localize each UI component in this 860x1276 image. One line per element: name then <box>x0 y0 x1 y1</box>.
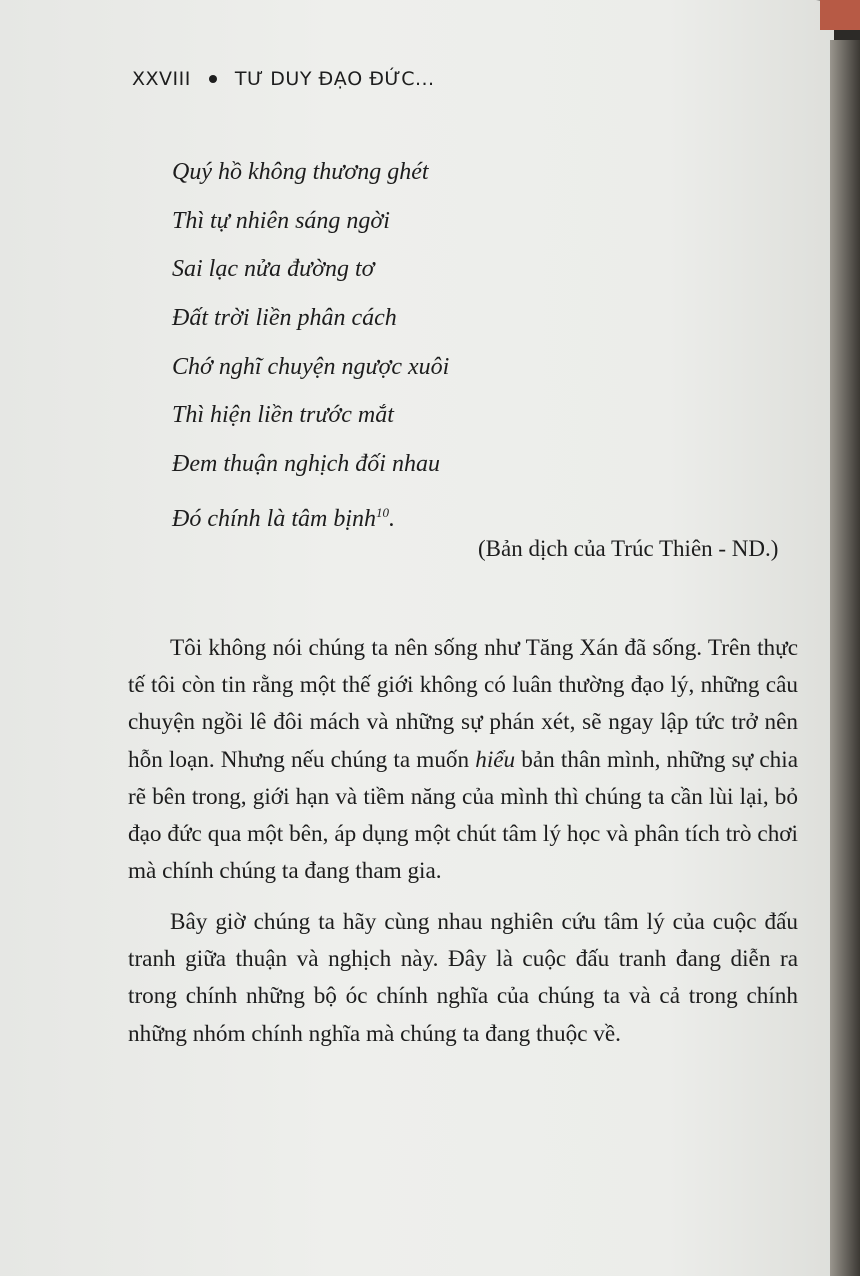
footnote-reference: 10 <box>376 504 389 520</box>
poem-line: Chớ nghĩ chuyện ngược xuôi <box>172 353 450 380</box>
poem-line: Quý hồ không thương ghét <box>172 159 429 185</box>
book-cover-corner <box>820 0 860 30</box>
poem-line: Sai lạc nửa đường tơ <box>172 256 375 283</box>
paragraph-1 <box>128 630 798 890</box>
bullet-separator-icon <box>209 75 217 83</box>
emphasized-word: hiểu <box>475 746 516 773</box>
paragraph-1-text-start: Tôi không nói chúng ta nên sống như Tăng Xán đã sống. Trên thực tế tôi còn tin rằng một thế giới không có luân thường đạo lý, những câu chuyện ngồi lê đôi mách và những sự phán xét, sẽ ngay lập tức trở nên hỗn loạn. Nhưng nếu chúng ta muốn <box>128 635 798 773</box>
poem-line-text: Đó chính là tâm bịnh <box>172 505 376 532</box>
running-title: TƯ DUY ĐẠO ĐỨC... <box>234 68 435 90</box>
running-header <box>132 68 435 90</box>
poem-line: Thì hiện liền trước mắt <box>172 402 394 429</box>
poem-line: Đất trời liền phân cách <box>172 305 397 332</box>
poem-line-period: . <box>389 505 395 532</box>
poem-line-last <box>172 489 449 538</box>
paragraph-2-text: Bây giờ chúng ta hãy cùng nhau nghiên cứu tâm lý của cuộc đấu tranh giữa thuận và nghịch này. Đây là cuộc đấu tranh đang diễn ra trong chính những bộ óc chính nghĩa của chúng ta và cả trong chính những nhóm chính nghĩa mà chúng ta đang thuộc về. <box>128 909 798 1047</box>
page-number: XXVIII <box>132 68 191 90</box>
poem-line: Thì tự nhiên sáng ngời <box>172 207 390 234</box>
paragraph-2 <box>128 904 798 1053</box>
page-stack-edge <box>830 40 860 1276</box>
paragraph-1-text-end: bản thân mình, những sự chia rẽ bên trong, giới hạn và tiềm năng của mình thì chúng ta cần lùi lại, bỏ đạo đức qua một bên, áp dụng một chút tâm lý học và phân tích trò chơi mà chính chúng ta đang tham gia. <box>128 746 798 885</box>
translation-attribution: (Bản dịch của Trúc Thiên - ND.) <box>478 536 779 561</box>
poem-block <box>172 148 449 538</box>
poem-line: Đem thuận nghịch đối nhau <box>172 451 440 478</box>
